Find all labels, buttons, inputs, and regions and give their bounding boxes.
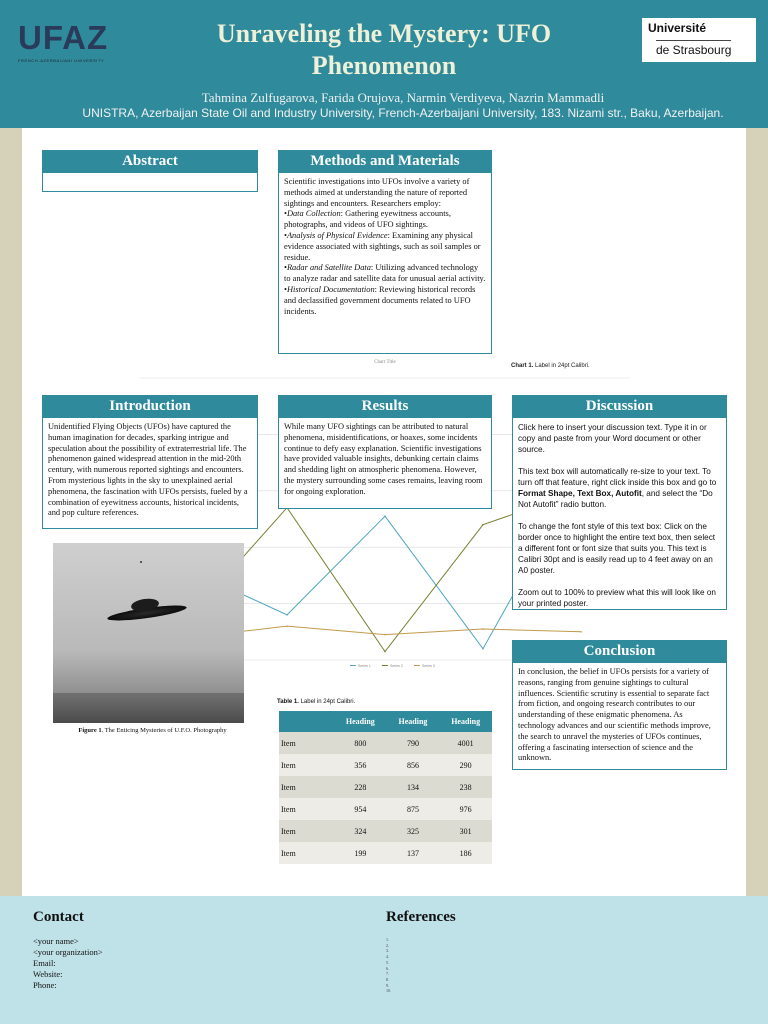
results-textbox[interactable] xyxy=(278,417,492,509)
table-header-cell: Heading xyxy=(387,711,440,732)
discussion-heading: Discussion xyxy=(512,395,727,417)
chart-point xyxy=(384,651,386,653)
affiliation-line: UNISTRA, Azerbaijan State Oil and Industry University, French-Azerbaijani University, 183. Nizami str., Baku, Azerbaijan. xyxy=(82,106,724,120)
table-cell: 800 xyxy=(334,732,387,754)
methods-item-label: Radar and Satellite Data xyxy=(286,263,371,273)
contact-heading: Contact xyxy=(33,909,84,925)
chart-point xyxy=(286,614,288,616)
table-cell: 356 xyxy=(334,754,387,776)
reference-item: 8. xyxy=(386,976,389,982)
methods-item: •Data Collection: Gathering eyewitness accounts, photographs, and videos of UFO sightings. xyxy=(284,209,451,230)
table-cell: 954 xyxy=(334,798,387,820)
discussion-paragraph: Zoom out to 100% to preview what this will look like on your printed poster. xyxy=(518,588,716,608)
chart-point xyxy=(482,524,484,526)
methods-item-label: Historical Documentation xyxy=(286,284,375,294)
chart-placeholder-title: Chart Title xyxy=(374,360,396,365)
results-text: While many UFO sightings can be attributed to natural phenomena, misidentifications, or hoaxes, some incidents continue to defy easy explanation. Scientific investigations have provided valuable insights, debunking certain claims and shedding light on atmospheric phenomena. However, the mystery surrounding some cases remains, leaving room for ongoing exploration. xyxy=(284,422,483,496)
chart-caption xyxy=(511,363,590,369)
chart-caption-text: Label in 24pt Calibri. xyxy=(533,363,590,369)
discussion-paragraph: Click here to insert your discussion text. Type it in or copy and paste from your Word document or other source. xyxy=(518,423,707,454)
table-cell: 238 xyxy=(439,776,492,798)
reference-item: 2. xyxy=(386,942,389,948)
ufaz-logo-mark: UFAZ xyxy=(18,19,109,56)
results-heading: Results xyxy=(278,395,492,417)
conclusion-text: In conclusion, the belief in UFOs persists for a variety of reasons, ranging from genuine sightings to cultural influences. Scientific scrutiny is essential to separate fact from fiction, and ongoing research contributes to our understanding of these enigmatic phenomena. As technology advances and our scientific methods improve, the search to unravel the mysteries of UFOs continues, offering a fascinating intersection of science and the unknown. xyxy=(518,667,711,763)
chart-legend-label: Series 1 xyxy=(358,664,371,668)
chart-point xyxy=(482,628,484,630)
table-cell: 976 xyxy=(439,798,492,820)
table-row xyxy=(279,754,492,776)
contact-name: <your name> xyxy=(33,936,79,946)
reference-item: 3. xyxy=(386,948,389,954)
references-list[interactable] xyxy=(386,937,391,994)
discussion-textbox[interactable] xyxy=(512,417,727,610)
table-cell: Item xyxy=(279,842,334,864)
references-heading: References xyxy=(386,909,456,925)
poster-title: Unraveling the Mystery: UFO Phenomenon xyxy=(216,19,552,80)
table-cell: Item xyxy=(279,754,334,776)
methods-item-text: : Utilizing advanced technology to analyze radar and satellite data for unusual aerial activity. xyxy=(284,263,486,284)
table-cell: 290 xyxy=(439,754,492,776)
contact-phone: Phone: xyxy=(33,980,57,990)
methods-item: •Analysis of Physical Evidence: Examining any physical evidence associated with sightings, such as soil samples or residue. xyxy=(284,230,481,262)
conclusion-textbox[interactable] xyxy=(512,662,727,770)
table-row xyxy=(279,776,492,798)
table-header-cell: Heading xyxy=(334,711,387,732)
chart-point xyxy=(384,634,386,636)
chart-series-line-3 xyxy=(189,626,581,637)
figure-caption-text: . The Enticing Mysteries of U.F.O. Photography xyxy=(101,727,227,734)
contact-website: Website: xyxy=(33,969,63,979)
table-cell: 228 xyxy=(334,776,387,798)
reference-item: 1. xyxy=(386,937,389,942)
table-cell: 325 xyxy=(387,820,440,842)
table-cell: Item xyxy=(279,820,334,842)
strasbourg-logo xyxy=(642,18,756,62)
table-cell: 301 xyxy=(439,820,492,842)
reference-item: 5. xyxy=(386,959,389,965)
conclusion-heading: Conclusion xyxy=(512,640,727,662)
table-row xyxy=(279,842,492,864)
ufaz-logo-tagline: FRENCH-AZERBAIJANI UNIVERSITY xyxy=(18,58,105,63)
reference-item: 4. xyxy=(386,954,389,960)
table-cell: 199 xyxy=(334,842,387,864)
introduction-textbox[interactable] xyxy=(42,417,258,529)
chart-legend-label: Series 3 xyxy=(422,664,435,668)
table-row xyxy=(279,732,492,754)
data-table xyxy=(279,711,492,864)
chart-point xyxy=(384,515,386,517)
ufaz-logo xyxy=(18,20,130,66)
methods-heading: Methods and Materials xyxy=(278,150,492,172)
contact-organization: <your organization> xyxy=(33,947,103,957)
table-cell: 324 xyxy=(334,820,387,842)
methods-item-label: Analysis of Physical Evidence xyxy=(286,230,388,240)
discussion-text: This text box will automatically re-size to your text. To turn off that feature, right click inside this box and go to xyxy=(518,467,717,487)
table-caption-label: Table 1. xyxy=(277,699,299,705)
abstract-textbox[interactable] xyxy=(42,172,258,192)
table-cell: Item xyxy=(279,798,334,820)
table-cell: 856 xyxy=(387,754,440,776)
methods-item: •Radar and Satellite Data: Utilizing advanced technology to analyze radar and satellite data for unusual aerial activity. xyxy=(284,263,486,284)
table-cell: 137 xyxy=(387,842,440,864)
reference-item: 9. xyxy=(386,982,389,988)
figure-caption xyxy=(30,727,275,734)
table-header-cell: Heading xyxy=(439,711,492,732)
methods-item-text: : Gathering eyewitness accounts, photographs, and videos of UFO sightings. xyxy=(284,209,451,230)
table-cell: Item xyxy=(279,776,334,798)
contact-list[interactable] xyxy=(33,936,103,991)
table-cell: 875 xyxy=(387,798,440,820)
table-cell: 134 xyxy=(387,776,440,798)
methods-item-text: : Reviewing historical records and declassified government documents related to UFO incidents. xyxy=(284,284,476,316)
contact-email: Email: xyxy=(33,958,56,968)
strasbourg-logo-line2: de Strasbourg xyxy=(656,40,731,57)
introduction-heading: Introduction xyxy=(42,395,258,417)
methods-item-label: Data Collection xyxy=(286,209,341,219)
reference-item: 6. xyxy=(386,965,389,971)
chart-caption-label: Chart 1. xyxy=(511,363,534,369)
methods-item: •Historical Documentation: Reviewing historical records and declassified government documents related to UFO incidents. xyxy=(284,284,476,316)
methods-textbox[interactable] xyxy=(278,172,492,354)
methods-item-text: : Examining any physical evidence associated with sightings, such as soil samples or residue. xyxy=(284,230,481,262)
chart-point xyxy=(580,631,582,633)
table-cell: Item xyxy=(279,732,334,754)
table-caption-text: Label in 24pt Calibri. xyxy=(298,699,356,705)
table-row xyxy=(279,820,492,842)
methods-intro: Scientific investigations into UFOs involve a variety of methods aimed at understanding the nature of reported sightings and encounters. Researchers employ: xyxy=(284,177,470,208)
ufo-photo-image xyxy=(53,543,244,723)
table-cell: 790 xyxy=(387,732,440,754)
author-list: Tahmina Zulfugarova, Farida Orujova, Narmin Verdiyeva, Nazrin Mammadli xyxy=(201,90,605,105)
discussion-paragraph xyxy=(518,466,721,510)
table-caption xyxy=(277,699,355,705)
chart-point xyxy=(286,625,288,627)
chart-point xyxy=(482,648,484,650)
abstract-heading: Abstract xyxy=(42,150,258,172)
chart-legend-label: Series 2 xyxy=(390,664,403,668)
table-cell: 186 xyxy=(439,842,492,864)
strasbourg-logo-line1: Université xyxy=(648,21,707,35)
discussion-bold-text: Format Shape, Text Box, Autofit xyxy=(518,489,642,498)
figure-caption-label: Figure 1 xyxy=(78,727,102,734)
table-header-row xyxy=(279,711,492,732)
table-cell: 4001 xyxy=(439,732,492,754)
reference-item: 7. xyxy=(386,971,389,977)
discussion-paragraph: To change the font style of this text box: Click on the border once to highlight the entire text box, then select a different font or font size that suits you. This text is Calibri 30pt and is easily read up to 4 feet away on an A0 poster. xyxy=(518,522,716,575)
table-row xyxy=(279,798,492,820)
table-header-cell xyxy=(279,711,334,732)
reference-item: 10. xyxy=(386,988,391,994)
ufo-photograph xyxy=(53,543,244,723)
poster-footer xyxy=(0,896,768,1024)
introduction-text: Unidentified Flying Objects (UFOs) have captured the human imagination for decades, sparking intrigue and speculation about the possibility of extraterrestrial life. The phenomenon gained widespread attention in the mid-20th century, with numerous reported sightings and encounters. From mysterious lights in the sky to unexplained aerial phenomena, the fascination with UFOs persists, fueled by a combination of eyewitness accounts, historical incidents, and pop culture references. xyxy=(48,422,248,518)
discussion-text: , and select the “Do Not Autofit” radio button. xyxy=(518,489,713,509)
